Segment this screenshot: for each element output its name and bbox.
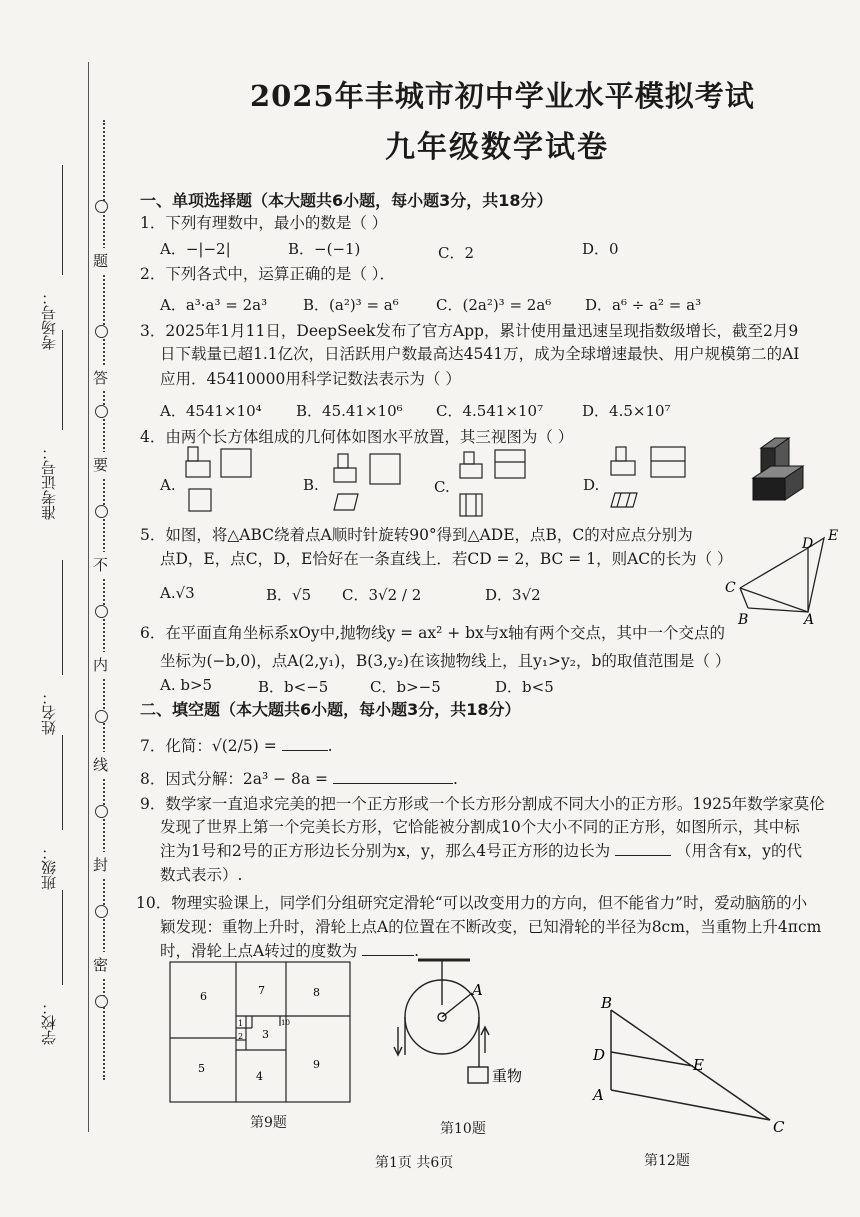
seal-char: 答 xyxy=(93,365,108,390)
fig10-pulley xyxy=(388,955,538,1115)
q4-option-b: B. xyxy=(303,476,319,494)
q9-line3a: 注为1号和2号的正方形边长分别为x，y，那么4号正方形的边长为 xyxy=(160,842,611,860)
q5-label-b: B xyxy=(738,612,749,628)
q3-line2: 日下载量已超1.1亿次，日活跃用户数最高达4541万，成为全球增速最快、用户规模第二的AI xyxy=(160,345,800,363)
q1-option-c: C．2 xyxy=(438,244,475,262)
q10-line3-text: 时，滑轮上点A转过的度数为 xyxy=(160,942,358,960)
q6-option-b: B．b<−5 xyxy=(258,678,329,696)
q7-stem: 7．化简：√(2/5) = xyxy=(140,737,277,755)
q6-option-d: D．b<5 xyxy=(495,678,554,696)
q9-line2: 发现了世界上第一个完美长方形，它恰能被分割成10个大小不同的正方形，如图所示，其中标 xyxy=(160,818,800,836)
q5-option-c: C．3√2 / 2 xyxy=(342,586,422,604)
fig12-label-e: E xyxy=(693,1056,704,1074)
q4-option-c: C. xyxy=(434,478,450,496)
q5-label-d: D xyxy=(802,536,814,552)
seal-circle xyxy=(95,200,108,213)
q3-option-d: D．4.5×10⁷ xyxy=(582,402,671,420)
q10-line2: 颖发现：重物上升时，滑轮上点A的位置在不断改变，已知滑轮的半径为8cm，当重物上升4πcm xyxy=(160,918,822,936)
q7-answer-blank[interactable] xyxy=(282,736,328,751)
q4-option-d: D. xyxy=(583,476,600,494)
field-name: 姓名： xyxy=(40,690,58,735)
q1-option-d: D．0 xyxy=(582,240,619,258)
fig9-label-10: 10 xyxy=(281,1019,290,1027)
seal-char: 不 xyxy=(93,552,108,577)
fig10-caption: 第10题 xyxy=(440,1121,486,1137)
seal-circle xyxy=(95,325,108,338)
seal-char: 密 xyxy=(93,952,108,977)
fig9-squared-rectangle xyxy=(168,960,353,1105)
seal-circle xyxy=(95,905,108,918)
fig12-label-d: D xyxy=(593,1046,606,1064)
q4-stem: 4．由两个长方体组成的几何体如图水平放置，其三视图为（ ） xyxy=(140,428,574,446)
q4-solid-figure xyxy=(745,430,815,515)
q2-option-b: B．(a²)³ = a⁶ xyxy=(303,296,399,314)
fig9-label-4: 4 xyxy=(256,1070,263,1083)
q6-line1: 6．在平面直角坐标系xOy中,抛物线y = ax² + bx与x轴有两个交点，其中一个交点的 xyxy=(140,624,726,642)
seal-char: 要 xyxy=(93,452,108,477)
q9-line1: 9．数学家一直追求完美的把一个正方形或一个长方形分割成不同大小的正方形。1925年数学家莫伦 xyxy=(140,795,825,813)
field-class: 班级： xyxy=(40,845,58,890)
fig9-label-9: 9 xyxy=(313,1058,320,1071)
q4-views-d xyxy=(605,445,690,520)
q9-answer-blank[interactable] xyxy=(615,841,671,856)
q3-option-b: B．45.41×10⁶ xyxy=(296,402,403,420)
q1-stem: 1．下列有理数中，最小的数是（ ） xyxy=(140,214,388,232)
q5-line1: 5．如图，将△ABC绕着点A顺时针旋转90°得到△ADE，点B，C的对应点分别为 xyxy=(140,526,693,544)
fig10-label-a: A xyxy=(472,981,483,999)
fig9-label-7: 7 xyxy=(258,984,265,997)
q3-option-c: C．4.541×10⁷ xyxy=(436,402,544,420)
q9-line3b: （用含有x，y的代 xyxy=(675,842,802,860)
seal-circle xyxy=(95,505,108,518)
q8-answer-blank[interactable] xyxy=(333,769,453,784)
q3-option-a: A．4541×10⁴ xyxy=(160,402,262,420)
q9-line4: 数式表示）. xyxy=(160,866,243,884)
exam-title: 2025年丰城市初中学业水平模拟考试 xyxy=(250,79,755,113)
q10-answer-blank[interactable] xyxy=(362,941,414,956)
fig9-label-8: 8 xyxy=(313,986,320,999)
field-school-line xyxy=(62,890,63,985)
fig9-label-3: 3 xyxy=(262,1028,269,1041)
q5-triangle-figure xyxy=(720,520,850,630)
q5-option-a: A.√3 xyxy=(160,584,195,602)
binding-line xyxy=(88,62,89,1132)
field-ticket-number: 准考证号： xyxy=(40,445,58,520)
q2-stem: 2．下列各式中，运算正确的是（ ）． xyxy=(140,265,396,283)
q10-line3: 时，滑轮上点A转过的度数为 . xyxy=(160,942,420,960)
fig9-label-2: 2 xyxy=(238,1032,244,1041)
field-school: 学校： xyxy=(40,1000,58,1045)
fig9-label-1: 1 xyxy=(238,1019,244,1028)
seal-char: 封 xyxy=(93,852,108,877)
q2-option-a: A．a³·a³ = 2a³ xyxy=(160,296,268,314)
section-heading-choice: 一、单项选择题（本大题共6小题，每小题3分，共18分） xyxy=(140,191,553,210)
seal-char: 题 xyxy=(93,248,108,273)
exam-subtitle: 九年级数学试卷 xyxy=(385,130,609,165)
q8-text: 8．因式分解：2a³ − 8a = . xyxy=(140,770,458,788)
q4-views-a xyxy=(185,445,255,520)
q7-text: 7．化简：√(2/5) = . xyxy=(140,737,333,755)
q6-option-a: A. b>5 xyxy=(160,676,213,694)
seal-circle xyxy=(95,805,108,818)
q4-views-b xyxy=(330,452,405,522)
fig9-label-6: 6 xyxy=(200,990,207,1003)
q5-option-b: B．√5 xyxy=(266,586,312,604)
fig12-triangle xyxy=(585,990,795,1140)
q5-option-d: D．3√2 xyxy=(485,586,541,604)
fig12-label-a: A xyxy=(593,1086,604,1104)
q4-views-c xyxy=(455,448,530,523)
field-class-line xyxy=(62,735,63,830)
fig10-label-weight: 重物 xyxy=(492,1067,523,1085)
fig12-caption: 第12题 xyxy=(644,1153,690,1169)
fig9-caption: 第9题 xyxy=(250,1115,287,1131)
seal-circle xyxy=(95,995,108,1008)
q6-line2: 坐标为(−b,0)，点A(2,y₁)，B(3,y₂)在该抛物线上，且y₁>y₂，b的取值范围是（ ） xyxy=(160,652,731,670)
section-heading-fill: 二、填空题（本大题共6小题，每小题3分，共18分） xyxy=(140,700,521,719)
q9-line3 xyxy=(160,840,802,862)
page-footer: 第1页 共6页 xyxy=(375,1155,454,1171)
q1-option-b: B．−(−1) xyxy=(288,240,361,258)
field-exam-room-line xyxy=(62,165,63,275)
field-exam-room: 考场号： xyxy=(40,290,58,350)
q6-option-c: C．b>−5 xyxy=(370,678,441,696)
seal-circle xyxy=(95,710,108,723)
q5-label-a: A xyxy=(804,612,815,628)
seal-char: 线 xyxy=(93,752,108,777)
q3-line3: 应用．45410000用科学记数法表示为（ ） xyxy=(160,370,461,388)
fig12-label-c: C xyxy=(773,1118,785,1136)
seal-char: 内 xyxy=(93,652,108,677)
q5-label-c: C xyxy=(725,580,736,596)
q8-stem: 8．因式分解：2a³ − 8a = xyxy=(140,770,329,788)
fig12-label-b: B xyxy=(601,994,613,1012)
q5-line2: 点D，E，点C，D，E恰好在一条直线上．若CD = 2，BC = 1，则AC的长为（ ） xyxy=(160,550,733,568)
seal-circle xyxy=(95,605,108,618)
q2-option-c: C．(2a²)³ = 2a⁶ xyxy=(436,296,552,314)
seal-circle xyxy=(95,405,108,418)
q1-option-a: A．−|−2| xyxy=(160,240,231,258)
q2-option-d: D．a⁶ ÷ a² = a³ xyxy=(585,296,702,314)
fig9-label-5: 5 xyxy=(198,1062,205,1075)
q4-option-a: A. xyxy=(160,476,176,494)
field-name-line xyxy=(62,560,63,675)
q5-label-e: E xyxy=(828,528,839,544)
q10-line1: 10．物理实验课上，同学们分组研究定滑轮“可以改变用力的方向，但不能省力”时，爱动脑筋的小 xyxy=(136,894,808,912)
q3-line1: 3．2025年1月11日，DeepSeek发布了官方App，累计使用量迅速呈现指数级增长，截至2月9 xyxy=(140,322,799,340)
field-ticket-line xyxy=(62,330,63,430)
